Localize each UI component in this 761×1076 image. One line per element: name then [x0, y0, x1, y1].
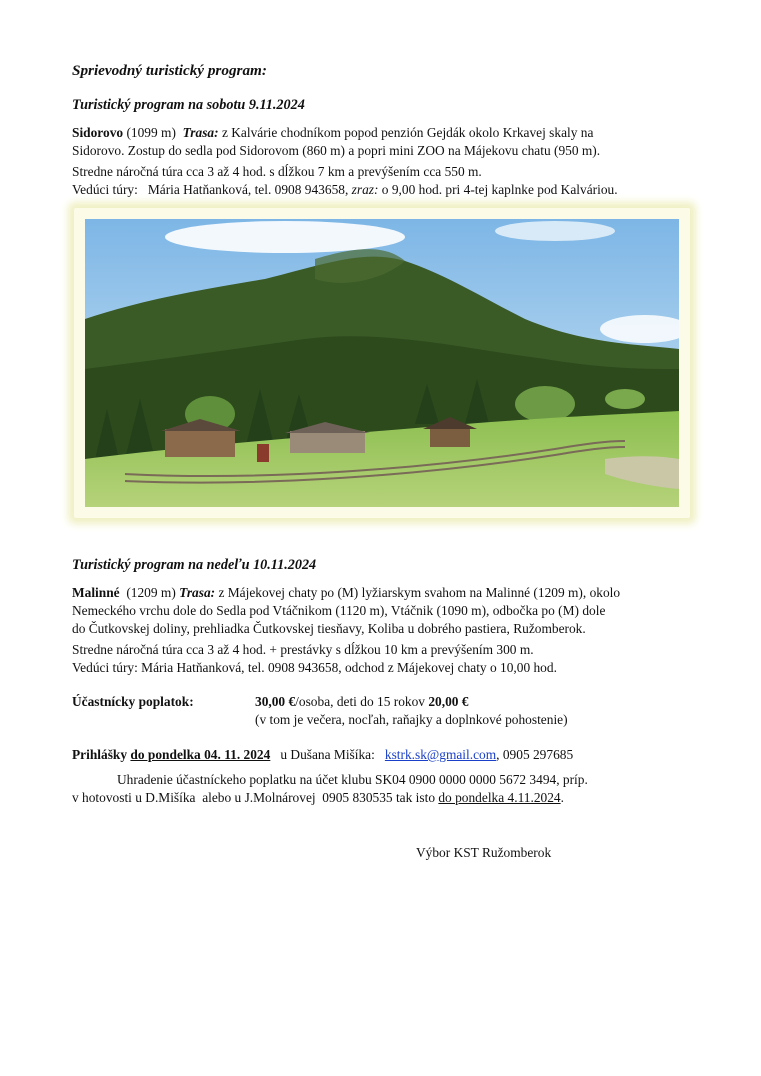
payment-end: . [560, 790, 564, 805]
fee-child: 20,00 € [428, 694, 469, 709]
fee-adult-text: /osoba, deti do 15 rokov [295, 694, 429, 709]
registration-deadline: do pondelka 04. 11. 2024 [130, 747, 271, 762]
saturday-route-line1 [72, 124, 593, 142]
payment-line2 [72, 790, 564, 806]
saturday-difficulty: Stredne náročná túra cca 3 až 4 hod. s dĺžkou 7 km a prevýšením cca 550 m. [72, 164, 482, 179]
email-link[interactable]: kstrk.sk@gmail.com [384, 747, 497, 762]
sunday-leader: Vedúci túry: Mária Hatňanková, tel. 0908 943658, odchod z Májekovej chaty o 10,00 hod. [72, 660, 557, 675]
payment-line1: Uhradenie účastníckeho poplatku na účet klubu SK04 0900 0000 0000 5672 3494, príp. [117, 772, 588, 787]
sunday-title: Turistický program na nedeľu 10.11.2024 [72, 557, 317, 573]
payment-deadline: do pondelka 4.11.2024 [438, 790, 561, 805]
sunday-route-line3: do Čutkovskej doliny, prehliadka Čutkovskej tiesňavy, Koliba u dobrého pastiera, Ružomberok. [72, 621, 586, 636]
saturday-route-text: z Kalvárie chodníkom popod penzión Gejdák okolo Krkavej skaly na [218, 125, 594, 140]
saturday-route-line2: Sidorovo. Zostup do sedla pod Sidorovom (860 m) a popri mini ZOO na Májekovu chatu (950 m). [72, 143, 601, 158]
registration-contact: u Dušana Mišíka: [270, 747, 385, 762]
saturday-leader-text: Vedúci túry: Mária Hatňanková, tel. 0908 943658, [72, 182, 352, 197]
saturday-leader [72, 181, 618, 199]
payment-text: v hotovosti u D.Mišíka alebo u J.Molnárovej 0905 830535 tak isto [72, 790, 439, 805]
sunday-place-height: (1209 m) [119, 585, 180, 600]
fee-label: Účastnícky poplatok: [72, 694, 194, 709]
mountain-landscape-image [85, 219, 679, 507]
sunday-route-text: z Májekovej chaty po (M) lyžiarskym svahom na Malinné (1209 m), okolo [215, 585, 621, 600]
saturday-meeting-point: o 9,00 hod. pri 4-tej kaplnke pod Kalváriou. [378, 182, 618, 197]
saturday-place: Sidorovo [72, 125, 124, 140]
page-heading: Sprievodný turistický program: [72, 62, 267, 79]
saturday-trasa-label: Trasa: [182, 125, 219, 140]
signature: Výbor KST Ružomberok [416, 845, 552, 860]
sunday-trasa-label: Trasa: [179, 585, 216, 600]
registration-label: Prihlášky [72, 747, 131, 762]
sunday-route-line2: Nemeckého vrchu dole do Sedla pod Vtáčnikom (1120 m), Vtáčnik (1090 m), odbočka po (M) dole [72, 603, 606, 618]
sunday-place: Malinné [72, 585, 120, 600]
saturday-zraz-label: zraz: [351, 182, 379, 197]
landscape-photo-frame [74, 208, 690, 518]
sunday-route-line1 [72, 584, 620, 602]
fee-adult: 30,00 € [255, 694, 296, 709]
fee-note: (v tom je večera, nocľah, raňajky a doplnkové pohostenie) [255, 712, 568, 727]
registration-phone: , 0905 297685 [496, 747, 574, 762]
saturday-place-height: (1099 m) [123, 125, 183, 140]
sunday-difficulty: Stredne náročná túra cca 3 až 4 hod. + prestávky s dĺžkou 10 km a prevýšením 300 m. [72, 642, 534, 657]
registration-line [72, 747, 573, 763]
fee-amounts [255, 694, 469, 710]
saturday-title: Turistický program na sobotu 9.11.2024 [72, 97, 305, 113]
